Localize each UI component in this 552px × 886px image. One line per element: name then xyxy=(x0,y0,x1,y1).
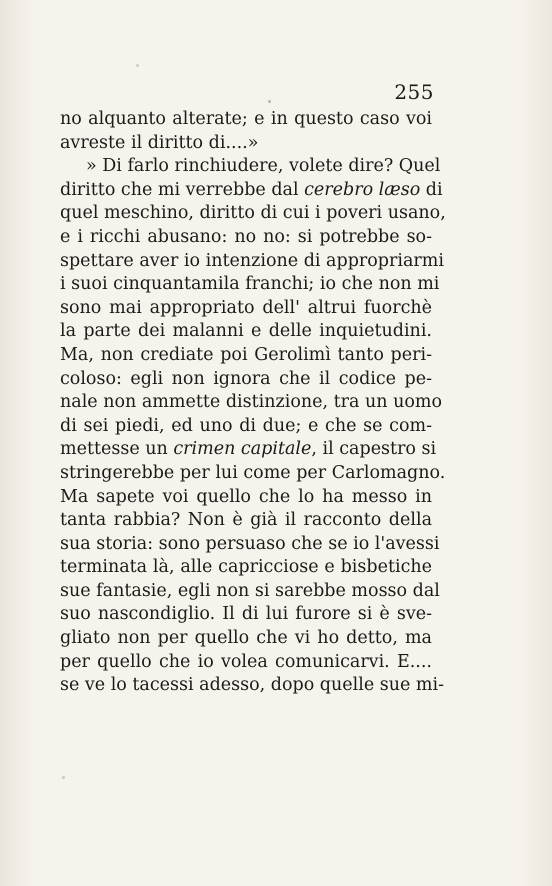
text-line: sua storia: sono persuaso che se io l'avessi xyxy=(60,533,440,554)
text-line: spettare aver io intenzione di appropriarmi xyxy=(60,250,444,271)
text-line: nale non ammette distinzione, tra un uomo xyxy=(60,392,443,413)
text-line: gliato non per quello che vi ho detto, ma xyxy=(60,628,432,649)
text-line: i suoi cinquantamila franchi; io che non mi xyxy=(60,274,440,295)
text-line: di sei piedi, ed uno di due; e che se com- xyxy=(60,415,432,436)
text-line xyxy=(60,438,437,462)
text-line xyxy=(60,179,443,203)
text-segment: , il capestro si xyxy=(311,439,437,460)
print-speck xyxy=(268,100,271,103)
text-line: se ve lo tacessi adesso, dopo quelle sue mi- xyxy=(60,675,445,696)
text-line: coloso: egli non ignora che il codice pe- xyxy=(60,368,432,389)
text-line: quel meschino, diritto di cui i poveri usano, xyxy=(60,203,446,224)
text-line: » Di farlo rinchiudere, volete dire? Quel xyxy=(86,156,441,177)
text-line: sono mai appropriato dell' altrui fuorchè xyxy=(60,297,432,318)
text-line: stringerebbe per lui come per Carlomagno. xyxy=(60,462,446,483)
text-line: sue fantasie, egli non si sarebbe mosso dal xyxy=(60,580,440,601)
italic-phrase: crimen capitale xyxy=(173,439,312,460)
text-line: terminata là, alle capricciose e bisbetiche xyxy=(60,557,432,578)
text-line: Ma sapete voi quello che lo ha messo in xyxy=(60,486,432,507)
text-segment: di xyxy=(420,179,443,200)
print-speck xyxy=(136,64,139,67)
italic-phrase: cerebro læso xyxy=(304,179,421,200)
text-line: tanta rabbia? Non è già il racconto della xyxy=(60,510,432,531)
text-segment: diritto che mi verrebbe dal xyxy=(60,179,305,200)
text-line: la parte dei malanni e delle inquietudini. xyxy=(60,321,432,342)
text-line: Ma, non crediate poi Gerolimì tanto peri- xyxy=(60,344,432,365)
text-line: e i ricchi abusano: no no: si potrebbe so- xyxy=(60,226,432,247)
text-line: avreste il diritto di....» xyxy=(60,132,259,153)
print-speck xyxy=(62,776,65,779)
text-line: suo nascondiglio. Il di lui furore si è sve- xyxy=(60,604,432,625)
body-text xyxy=(60,108,446,698)
text-line: no alquanto alterate; e in questo caso voi xyxy=(60,109,432,129)
text-segment: mettesse un xyxy=(60,439,174,460)
text-line: per quello che io volea comunicarvi. E.... xyxy=(60,651,432,672)
page-number: 255 xyxy=(394,80,434,104)
